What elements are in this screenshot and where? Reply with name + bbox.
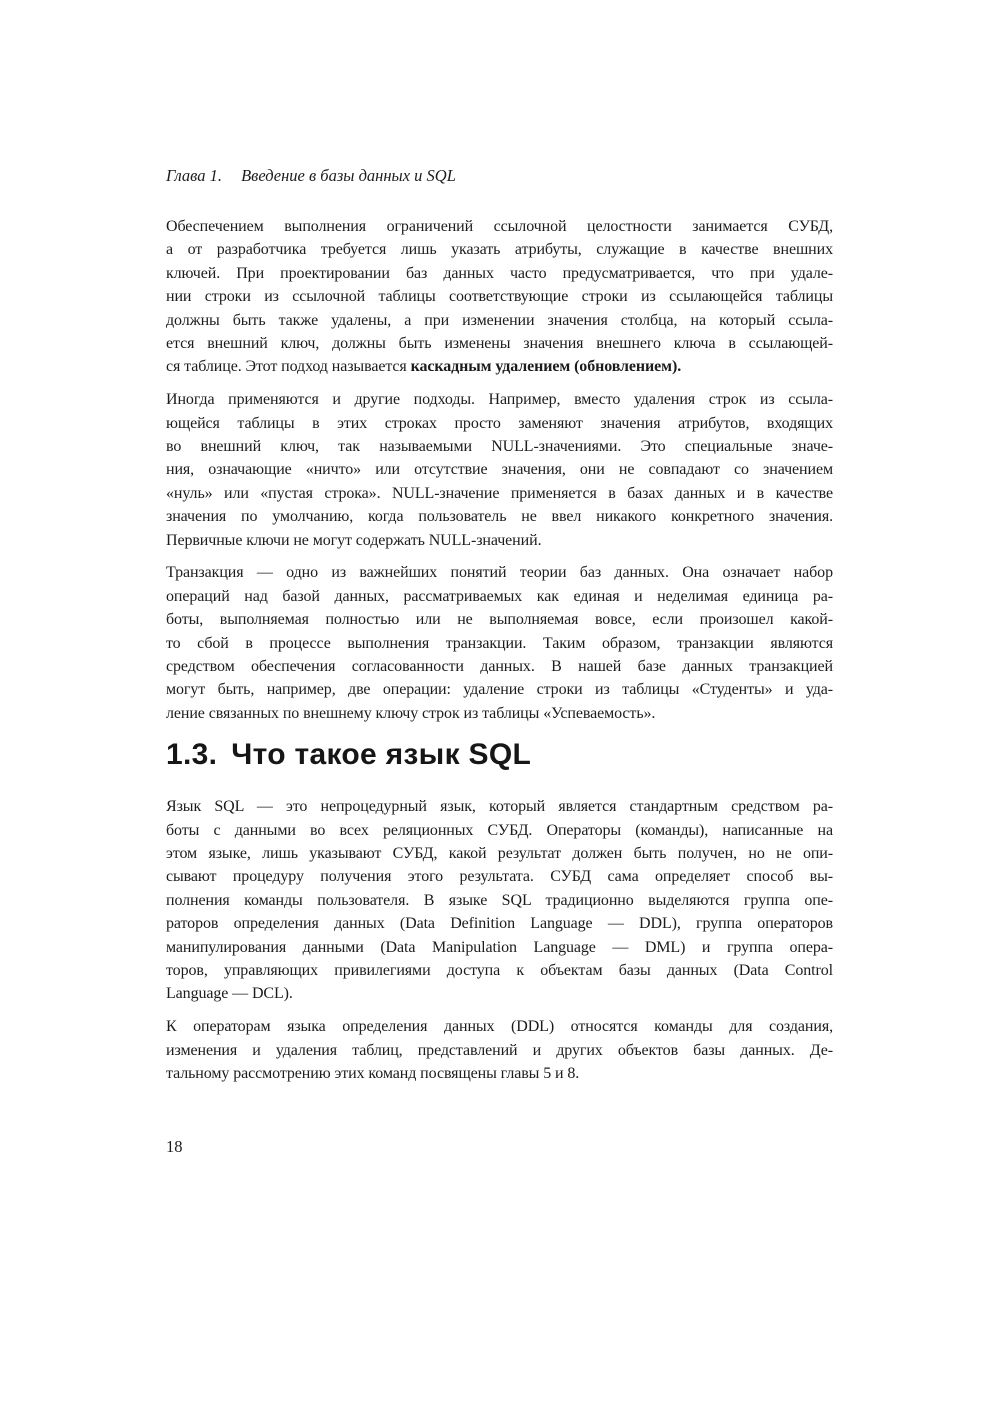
text-run: ся таблице. Этот подход называется: [166, 358, 411, 376]
paragraph-null-values: [166, 388, 833, 552]
text-line: во внешний ключ, так называемыми NULL-значениями. Это специальные значе-: [166, 438, 833, 456]
text-line: то сбой в процессе выполнения транзакции. Таким образом, транзакции являются: [166, 634, 833, 652]
text-line: Транзакция — одно из важнейших понятий теории баз данных. Она означает набор: [166, 564, 833, 582]
text-line: сывают процедуру получения этого результата. СУБД сама определяет способ вы-: [166, 868, 833, 886]
text-line: ется внешний ключ, должны быть изменены значения внешнего ключа в ссылающей-: [166, 334, 833, 352]
text-line: тальному рассмотрению этих команд посвящены главы 5 и 8.: [166, 1065, 580, 1082]
text-line: Language — DCL).: [166, 985, 293, 1003]
text-line: этом языке, лишь указывают СУБД, какой результат должен быть получен, но не опи-: [166, 844, 833, 862]
text-line: «нуль» или «пустая строка». NULL-значение применяется в базах данных и в качестве: [166, 484, 833, 502]
section-number: 1.3.: [166, 738, 218, 772]
paragraph-referential-integrity: [166, 215, 833, 379]
text-line: значения по умолчанию, когда пользователь не ввел никакого конкретного значения.: [166, 508, 833, 526]
text-line: нии строки из ссылочной таблицы соответствующие строки из ссылающейся таблицы: [166, 288, 833, 306]
text-line: Иногда применяются и другие подходы. Например, вместо удаления строк из ссыла-: [166, 391, 833, 409]
text-line: ния, означающие «ничто» или отсутствие значения, они не совпадают со значением: [166, 461, 833, 479]
text-line: К операторам языка определения данных (DDL) относятся команды для создания,: [166, 1018, 833, 1036]
text-line: изменения и удаления таблиц, представлений и других объектов базы данных. Де-: [166, 1041, 833, 1059]
text-line: [166, 355, 833, 378]
text-line: ключей. При проектировании баз данных часто предусматривается, что при удале-: [166, 264, 833, 282]
chapter-title: Введение в базы данных и SQL: [241, 166, 456, 185]
text-line: Первичные ключи не могут содержать NULL-значений.: [166, 531, 542, 549]
text-line: операций над базой данных, рассматриваемых как единая и неделимая единица ра-: [166, 587, 833, 605]
paragraph-sql-language: [166, 795, 833, 1006]
text-line: боты с данными во всех реляционных СУБД. Операторы (команды), написанные на: [166, 821, 833, 839]
text-line: а от разработчика требуется лишь указать атрибуты, служащие в качестве внешних: [166, 241, 833, 259]
text-line: средством обеспечения согласованности данных. В нашей базе данных транзакцией: [166, 658, 833, 676]
section-heading: [166, 736, 833, 774]
text-line: должны быть также удалены, а при изменении значения столбца, на который ссыла-: [166, 311, 833, 329]
paragraph-ddl-operators: [166, 1015, 833, 1085]
page-number: 18: [166, 1137, 183, 1156]
text-line: ление связанных по внешнему ключу строк из таблицы «Успеваемость».: [166, 704, 656, 722]
bold-text-run: каскадным удалением (обновлением).: [410, 358, 682, 376]
text-line: боты, выполняемая полностью или не выполняемая вовсе, если произошел какой-: [166, 611, 833, 629]
text-line: Язык SQL — это непроцедурный язык, который является стандартным средством ра-: [166, 798, 833, 816]
text-line: Обеспечением выполнения ограничений ссылочной целостности занимается СУБД,: [166, 218, 833, 235]
text-line: ющейся таблицы в этих строках просто заменяют значения атрибутов, входящих: [166, 414, 833, 432]
page-content: [166, 215, 833, 1095]
chapter-label: Глава 1.: [166, 166, 222, 185]
paragraph-transaction: [166, 561, 833, 725]
text-line: полнения команды пользователя. В языке SQL традиционно выделяются группа опе-: [166, 891, 833, 909]
text-line: раторов определения данных (Data Definition Language — DDL), группа операторов: [166, 915, 833, 933]
text-line: торов, управляющих привилегиями доступа к объектам базы данных (Data Control: [166, 961, 833, 979]
running-header: [166, 165, 456, 187]
text-line: могут быть, например, две операции: удаление строки из таблицы «Студенты» и уда-: [166, 681, 833, 699]
section-title: Что такое язык SQL: [231, 738, 532, 772]
text-line: манипулирования данными (Data Manipulation Language — DML) и группа опера-: [166, 938, 833, 956]
